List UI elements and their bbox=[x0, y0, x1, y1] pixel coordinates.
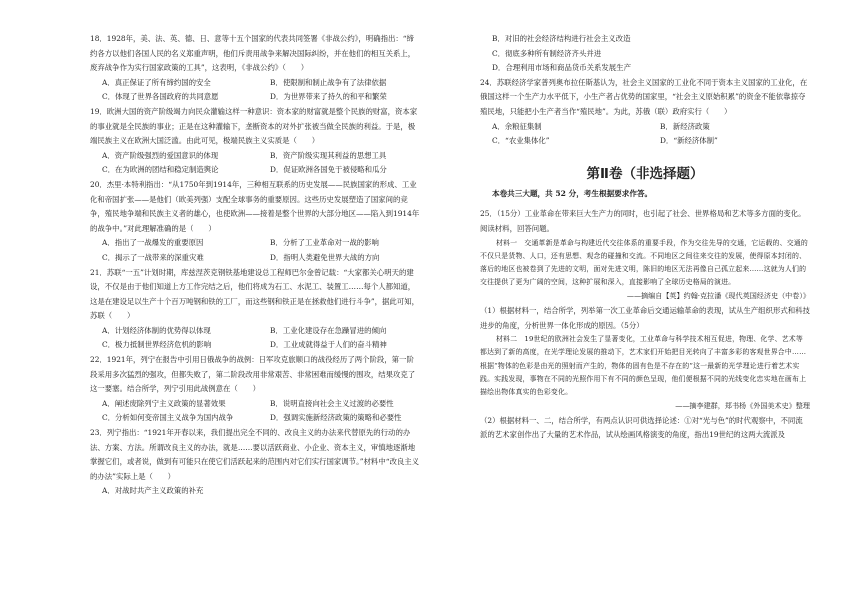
question-22 bbox=[90, 353, 420, 426]
option-c[interactable]: C．彻底多种所有制经济齐头并进 bbox=[492, 48, 602, 58]
options bbox=[480, 120, 810, 149]
options bbox=[90, 324, 420, 353]
option-a[interactable]: A．余粮征集制 bbox=[492, 121, 542, 131]
option-d[interactable]: D．合理利用市场和商品货币关系发展生产 bbox=[492, 63, 631, 73]
sub-question-1: （1）根据材料一，结合所学，列举第一次工业革命后交通运输革命的表现，试从生产组织形式和科技进步的角度，分析世界一体化形成的原因。（5分） bbox=[480, 305, 810, 330]
question-25 bbox=[480, 207, 810, 443]
option-a[interactable]: A．阐述废除列宁主义政策的显著效果 bbox=[102, 398, 226, 408]
question-20 bbox=[90, 178, 420, 266]
option-a[interactable]: A．真正保证了所有缔约国的安全 bbox=[102, 77, 211, 87]
option-d[interactable]: D．强调实施新经济政策的策略和必要性 bbox=[270, 413, 402, 423]
option-c[interactable]: C．分析如何变帝国主义战争为国内战争 bbox=[102, 413, 234, 423]
question-23-remaining-options bbox=[480, 32, 810, 76]
material-2-source: ——摘李建群，郑书杨《外国美术史》整理 bbox=[675, 401, 810, 411]
section-note: 本卷共三大题，共 52 分，考生根据要求作答。 bbox=[492, 188, 653, 198]
option-b[interactable]: B．使限制和制止战争有了法律依据 bbox=[270, 77, 387, 87]
material-1: 材料一 交通革新是革命与构建近代交往体系的重要手段，作为交往先导的交通，它运载的、交通的不仅只是货物、人口，还有思想、观念的碰撞和交流。不同地区之间往来交往的发展，使得原本封闭的、落后的地区也被卷到了先进的文明，面对先进文明，陈旧的地区无法再像自己孤立起来……这就为人们的交往提供了更为广阔的空间，这种扩展和深入，直接影响了全球历史格局的演进。 bbox=[480, 238, 808, 287]
question-24 bbox=[480, 76, 810, 149]
option-a[interactable]: A．对战时共产主义政策的补充 bbox=[102, 486, 204, 496]
option-c[interactable]: C．揭示了一战带来的深重灾难 bbox=[102, 252, 204, 262]
question-19 bbox=[90, 105, 420, 178]
option-b[interactable]: B．对旧的社会经济结构进行社会主义改造 bbox=[492, 34, 631, 43]
option-a[interactable]: A．指出了一战爆发的重要原因 bbox=[102, 238, 204, 248]
option-b[interactable]: B．新经济政策 bbox=[660, 121, 710, 131]
option-d[interactable]: D．“新经济体制” bbox=[660, 136, 718, 146]
options bbox=[90, 236, 420, 265]
option-c[interactable]: C．体现了世界各国政府的共同意愿 bbox=[102, 92, 219, 102]
question-stem: 23．列宁指出：“1921年开春以来，我们提出完全不同的、改良主义的办法来代替原先的行动的办法、方案、方法。所谓改良主义的办法，就是……要以活跃商业、小企业、资本主义，审慎地逐渐地掌握它们，或者说，做到有可能只在使它们活跃起来的范围内对它们实行国家调节。”材料中“改良主义的办法”实际上是（ ） bbox=[90, 428, 420, 481]
option-a[interactable]: A．资产阶级强烈的爱国意识的体现 bbox=[102, 150, 219, 160]
section-title: 第Ⅱ卷（非选择题） bbox=[586, 165, 704, 182]
question-stem: 18．1928年，美、法、英、德、日、意等十五个国家的代表共同签署《非战公约》，明确指出：“缔约各方以他们各国人民的名义郑重声明，他们斥责用战争来解决国际纠纷，并在他们的相互关系上，废弃战争作为实行国家政策的工具”，这表明，《非战公约》（ ） bbox=[90, 34, 416, 73]
question-stem: 20．杰里·本特利指出：“从1750年到1914年，三种相互联系的历史发展——民族国家的形成、工业化和帝国扩张——是他们（欧美列强）支配全球事务的重要原因。这些历史发展塑造了国家间的竞争，殖民地争端和民族主义者的雄心，也使欧洲——接着是整个世界的大部分地区——陷入到1914年的战争中。”对此理解准确的是（ ） bbox=[90, 179, 420, 233]
option-c[interactable]: C．在为欧洲的团结和稳定制造舆论 bbox=[102, 165, 219, 175]
option-c[interactable]: C．“农业集体化” bbox=[492, 136, 550, 146]
option-b[interactable]: B．工业化建设存在急躁冒进的倾向 bbox=[270, 325, 387, 335]
options bbox=[90, 397, 420, 426]
option-b[interactable]: B．资产阶级实现其利益的思想工具 bbox=[270, 150, 387, 160]
question-21 bbox=[90, 266, 420, 354]
left-column bbox=[90, 32, 420, 499]
options bbox=[90, 76, 420, 105]
option-c[interactable]: C．极力抵制世界经济危机的影响 bbox=[102, 340, 212, 350]
option-a[interactable]: A．计划经济体制的优势得以体现 bbox=[102, 325, 211, 335]
right-column bbox=[480, 32, 810, 443]
option-b[interactable]: B．分析了工业革命对一战的影响 bbox=[270, 238, 379, 248]
question-stem: 25．（15分）工业革命在带来巨大生产力的同时，也引起了社会、世界格局和艺术等多方面的变化。阅读材料，回答问题。 bbox=[480, 209, 806, 233]
options bbox=[90, 149, 420, 178]
question-stem: 19．欧洲大国的资产阶级竭力向民众灌输这样一种意识：资本家的财富就是整个民族的财富，资本家的事业就是全民族的事业；正是在这种灌输下，垄断资本的对外扩张被当做全民族的利益。于是，极端民族主义在欧洲大国泛滥。由此可见，极端民族主义实质是（ ） bbox=[90, 106, 418, 146]
question-stem: 24．苏联经济学家普列奥布拉任斯基认为，社会主义国家的工业化不同于资本主义国家的工业化，在俄国这样一个生产力水平低下，小生产者占优势的国家里，“社会主义原始积累”的资金不能依靠掠夺殖民地，只能把小生产者当作“殖民地”。为此，苏俄（联）政府实行（ ） bbox=[480, 77, 808, 116]
options bbox=[90, 484, 420, 499]
question-stem: 22．1921年，列宁在报告中引用日俄战争的战例：日军攻克旅顺口的战役经历了两个阶段，第一阶段采用多次猛烈的强攻，但都失败了，第二阶段改用非常艰苦、非常困难而缓慢的围攻，结果攻克了这一要塞。结合所学，列宁引用此战例意在（ ） bbox=[90, 355, 416, 394]
material-1-source: ——摘编自【英】约翰·克拉潘《现代英国经济史（中卷）》 bbox=[626, 291, 810, 301]
option-d[interactable]: D．为世界带来了持久的和平和繁荣 bbox=[270, 92, 387, 102]
question-23 bbox=[90, 426, 420, 499]
question-18 bbox=[90, 32, 420, 105]
option-d[interactable]: D．促证欧洲各国免于被侵略和瓜分 bbox=[270, 165, 387, 175]
option-d[interactable]: D．工业成就得益于人们的奋斗精神 bbox=[270, 340, 387, 350]
option-d[interactable]: D．指明人类避免世界大战的方向 bbox=[270, 252, 380, 262]
material-2: 材料二 19世纪的欧洲社会发生了显著变化，工业革命与科学技术相互促进，物理、化学、艺术等都达到了新的高度，在光学理论发展的推动下，艺术家们开始把目光转向了丰富多彩的客观世界合中……根据“物体的色彩是由光的照射而产生的，物体的固有色是不存在的”这一最新的光学理论进行着艺术实践。实践发现，事物在不同的光照作用下有不同的颜色呈现，他们便根据不同的光线变化忠实地在画布上描绘出物体真实的色彩变化。 bbox=[480, 335, 807, 396]
question-stem: 21．苏联“一五”计划时期，库兹涅茨克钢铁基地建设总工程师巴尔金曾记载：“大家都关心明天的建设，不仅是由于他们知道上方工作完结之后，他们将成为石工、水泥工、装置工……每个人都知道，这是在建设足以生产十个百万吨钢和铁的工厂，而这些钢和铁正是在拯救他们进行斗争”，据此可知，苏联（ ） bbox=[90, 267, 419, 321]
option-b[interactable]: B．说明直接向社会主义过渡的必要性 bbox=[270, 398, 394, 408]
sub-question-2: （2）根据材料一、二，结合所学，有两点认识可供选择论述：①对“光与色”的时代观察中，不同流派的艺术家创作出了大量的艺术作品，试从绘画风格演变的角度，指出19世纪的这两大流派及 bbox=[480, 415, 803, 440]
